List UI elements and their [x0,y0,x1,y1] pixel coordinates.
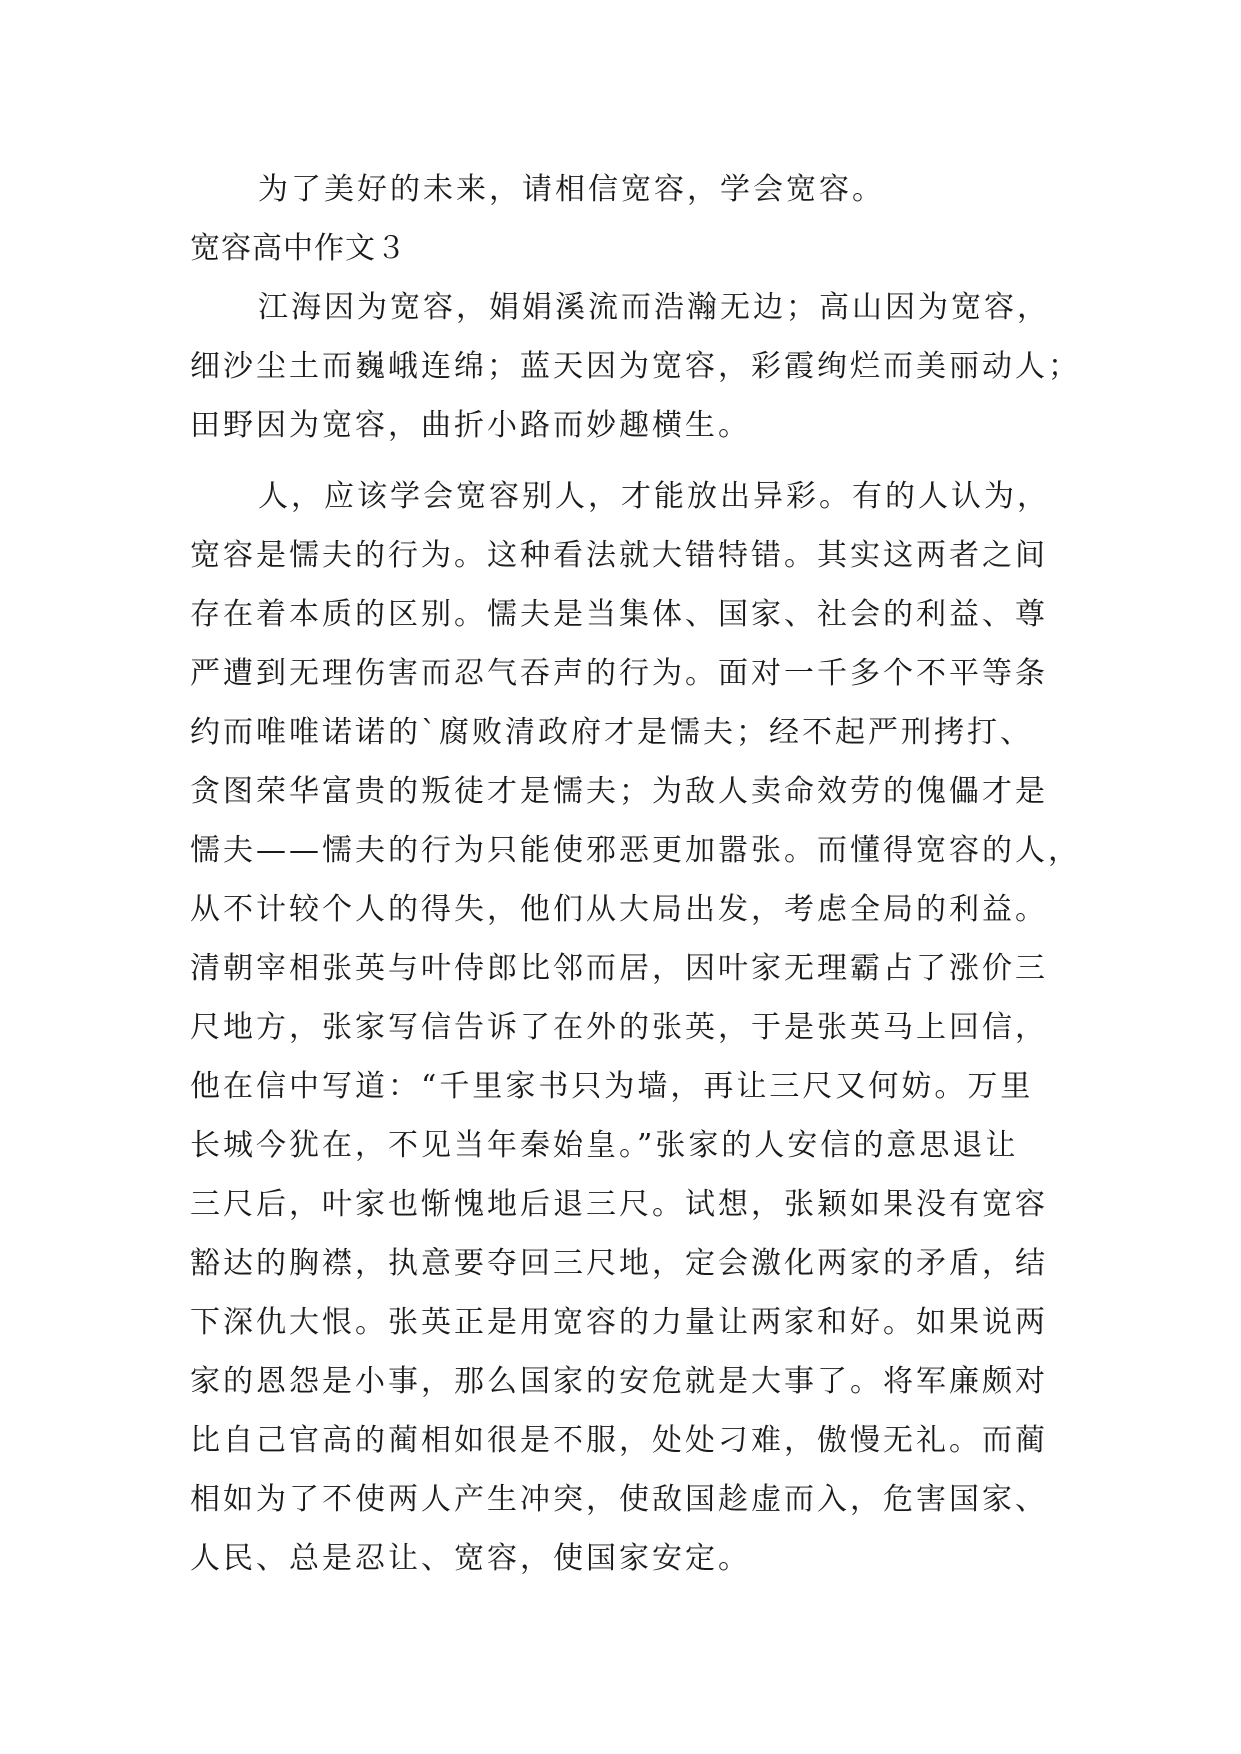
paragraph-line: 人民、总是忍让、宽容，使国家安定。 [190,1541,751,1576]
paragraph-line: 懦夫——懦夫的行为只能使邪恶更加嚣张。而懂得宽容的人， [190,833,1081,868]
paragraph-line: 相如为了不使两人产生冲突，使敌国趁虚而入，危害国家、 [190,1482,1048,1517]
paragraph-line: 存在着本质的区别。懦夫是当集体、国家、社会的利益、尊 [190,597,1048,632]
paragraph-line: 豁达的胸襟，执意要夺回三尺地，定会激化两家的矛盾，结 [190,1246,1048,1281]
closing-line: 为了美好的未来，请相信宽容，学会宽容。 [258,172,885,207]
paragraph-line: 从不计较个人的得失，他们从大局出发，考虑全局的利益。 [190,892,1048,927]
paragraph-line: 约而唯唯诺诺的`腐败清政府才是懦夫；经不起严刑拷打、 [190,715,1033,750]
paragraph-line: 清朝宰相张英与叶侍郎比邻而居，因叶家无理霸占了涨价三 [190,951,1048,986]
paragraph-line: 细沙尘土而巍峨连绵；蓝天因为宽容，彩霞绚烂而美丽动人； [190,349,1081,384]
paragraph-line: 三尺后，叶家也惭愧地后退三尺。试想，张颖如果没有宽容 [190,1187,1048,1222]
paragraph-1 [190,278,1081,455]
paragraph-line: 江海因为宽容，娟娟溪流而浩瀚无边；高山因为宽容， [258,290,1050,325]
paragraph-line: 尺地方，张家写信告诉了在外的张英，于是张英马上回信， [190,1010,1048,1045]
paragraph-line: 家的恩怨是小事，那么国家的安危就是大事了。将军廉颇对 [190,1364,1048,1399]
paragraph-line: 他在信中写道：“千里家书只为墙，再让三尺又何妨。万里 [190,1069,1034,1104]
paragraph-2 [190,467,1081,1588]
paragraph-line: 比自己官高的蔺相如很是不服，处处刁难，傲慢无礼。而蔺 [190,1423,1048,1458]
paragraph-spacer [190,455,1070,467]
paragraph-line: 人，应该学会宽容别人，才能放出异彩。有的人认为， [258,479,1050,514]
document-body [190,160,1081,1588]
paragraph-line: 宽容是懦夫的行为。这种看法就大错特错。其实这两者之间 [190,538,1048,573]
paragraph-line: 贪图荣华富贵的叛徒才是懦夫；为敌人卖命效劳的傀儡才是 [190,774,1048,809]
paragraph-line: 下深仇大恨。张英正是用宽容的力量让两家和好。如果说两 [190,1305,1048,1340]
paragraph-line: 长城今犹在，不见当年秦始皇。”张家的人安信的意思退让 [190,1128,1019,1163]
paragraph-line: 严遭到无理伤害而忍气吞声的行为。面对一千多个不平等条 [190,656,1048,691]
section-title: 宽容高中作文３ [190,231,407,266]
paragraph-line: 田野因为宽容，曲折小路而妙趣横生。 [190,408,751,443]
